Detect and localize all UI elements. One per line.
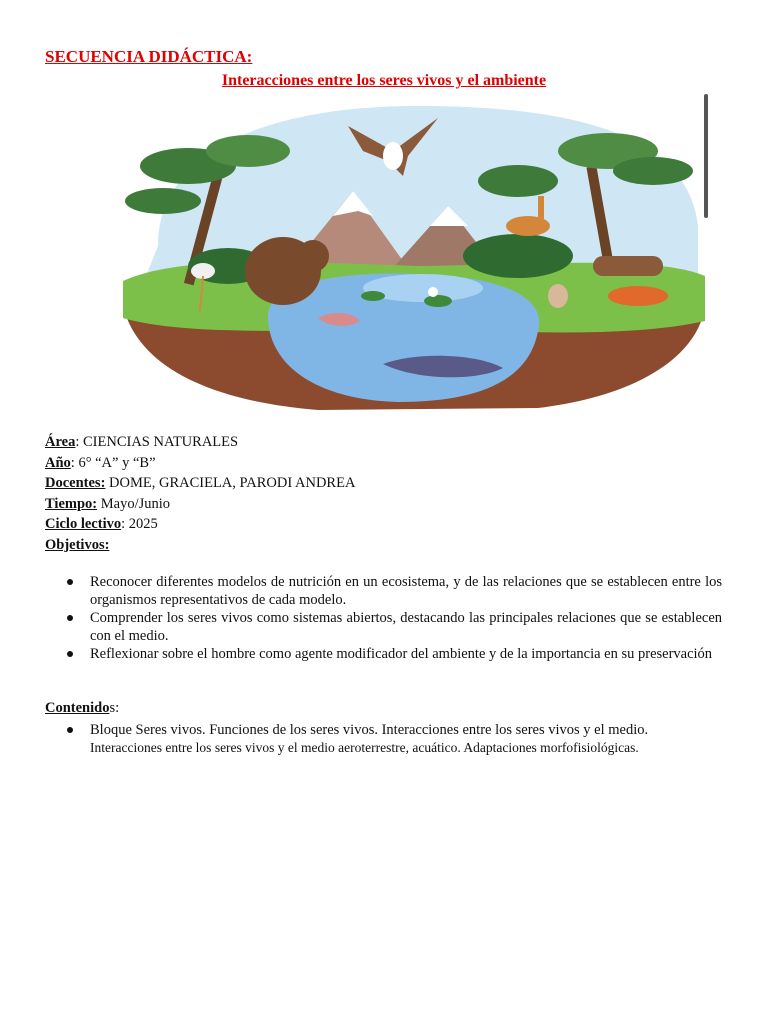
tiempo-label: Tiempo: bbox=[45, 495, 98, 512]
area-label: Área bbox=[45, 434, 76, 450]
contenidos-suffix: s: bbox=[109, 700, 120, 716]
scrollbar[interactable] bbox=[704, 94, 708, 218]
ecosystem-illustration bbox=[118, 96, 710, 412]
contenidos-label: Contenido bbox=[45, 700, 110, 716]
docentes-row bbox=[45, 473, 355, 494]
list-item: Reconocer diferentes modelos de nutrición en un ecosistema, y de las relaciones que se establecen entre los organismos representativos de cada modelo. bbox=[45, 573, 722, 609]
ciclo-row bbox=[45, 514, 355, 535]
objetivos-row bbox=[45, 535, 355, 556]
docentes-value: DOME, GRACIELA, PARODI ANDREA bbox=[105, 475, 356, 491]
fox bbox=[608, 286, 668, 306]
contenidos-line-2: Interacciones entre los seres vivos y el medio aeroterrestre, acuático. Adaptaciones morfofisiológicas. bbox=[90, 740, 639, 755]
document-subtitle: Interacciones entre los seres vivos y el ambiente bbox=[221, 72, 547, 89]
contenidos-heading bbox=[45, 700, 119, 717]
info-block bbox=[45, 432, 355, 555]
anio-value: : 6° “A” y “B” bbox=[70, 454, 156, 471]
list-item: Comprender los seres vivos como sistemas abiertos, destacando las principales relaciones que se establecen con el medio. bbox=[45, 609, 722, 645]
tiempo-row bbox=[45, 494, 355, 515]
ciclo-label: Ciclo lectivo bbox=[45, 516, 122, 532]
area-row bbox=[45, 432, 355, 453]
log bbox=[593, 256, 663, 276]
anio-label: Año bbox=[45, 454, 71, 471]
list-item: Reflexionar sobre el hombre como agente modificador del ambiente y de la importancia en su preservación bbox=[45, 645, 722, 663]
contenidos-list bbox=[45, 721, 722, 757]
tiempo-value: Mayo/Junio bbox=[97, 495, 171, 512]
objetivos-list bbox=[45, 573, 722, 663]
contenidos-line-1: Bloque Seres vivos. Funciones de los seres vivos. Interacciones entre los seres vivos y el medio. bbox=[90, 722, 649, 738]
list-item bbox=[45, 721, 722, 757]
document-title: SECUENCIA DIDÁCTICA: bbox=[45, 47, 253, 66]
area-value: : CIENCIAS NATURALES bbox=[75, 434, 239, 450]
rabbit bbox=[548, 284, 568, 308]
objetivos-label: Objetivos: bbox=[45, 536, 110, 553]
docentes-label: Docentes: bbox=[45, 475, 106, 491]
anio-row bbox=[45, 453, 355, 474]
ciclo-value: : 2025 bbox=[121, 516, 158, 532]
